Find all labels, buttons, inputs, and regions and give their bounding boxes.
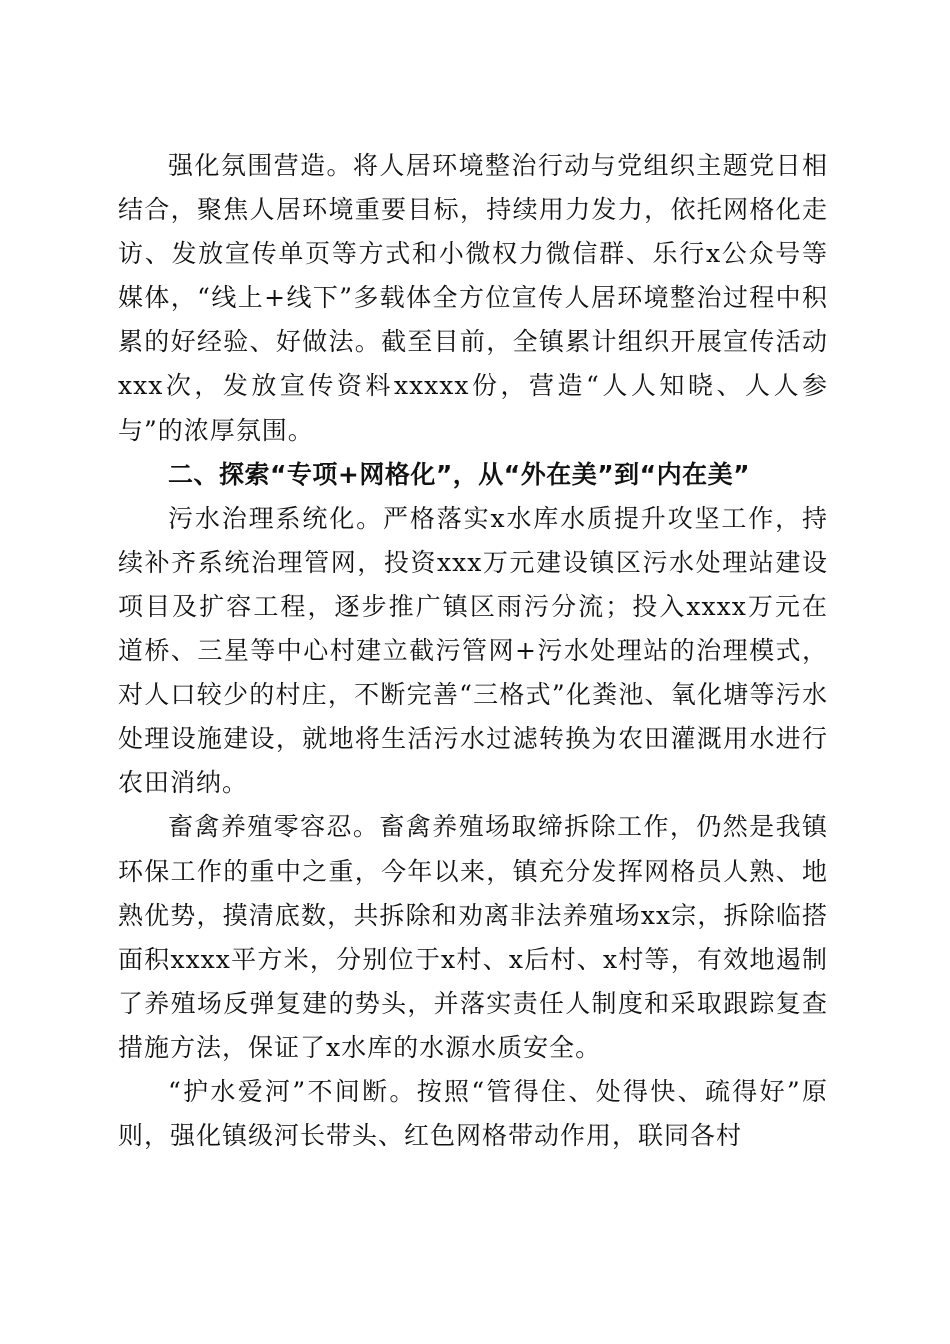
paragraph-livestock: 畜禽养殖零容忍。畜禽养殖场取缔拆除工作，仍然是我镇环保工作的重中之重，今年以来，镇充分发挥网格员人熟、地熟优势，摸清底数，共拆除和劝离非法养殖场xx宗，拆除临搭面积xxxx平方米，分别位于x村、x后村、x村等，有效地遏制了养殖场反弹复建的势头，并落实责任人制度和采取跟踪复查措施方法，保证了x水库的水源水质安全。 <box>118 812 828 1062</box>
document-page <box>118 144 828 1158</box>
section-heading-2: 二、探索“专项+网格化”，从“外在美”到“内在美” <box>168 459 751 489</box>
paragraph-sewage: 污水治理系统化。严格落实x水库水质提升攻坚工作，持续补齐系统治理管网，投资xxx万元建设镇区污水处理站建设项目及扩容工程，逐步推广镇区雨污分流；投入xxxx万元在道桥、三星等中心村建立截污管网+污水处理站的治理模式，对人口较少的村庄，不断完善“三格式”化粪池、氧化塘等污水处理设施建设，就地将生活污水过滤转换为农田灌溉用水进行农田消纳。 <box>118 503 828 798</box>
paragraph-river-protection: “护水爱河”不间断。按照“管得住、处得快、疏得好”原则，强化镇级河长带头、红色网格带动作用，联同各村 <box>118 1076 828 1151</box>
paragraph-atmosphere: 强化氛围营造。将人居环境整治行动与党组织主题党日相结合，聚焦人居环境重要目标，持续用力发力，依托网格化走访、发放宣传单页等方式和小微权力微信群、乐行x公众号等媒体，“线上+线下”多载体全方位宣传人居环境整治过程中积累的好经验、好做法。截至目前，全镇累计组织开展宣传活动xxx次，发放宣传资料xxxxx份，营造“人人知晓、人人参与”的浓厚氛围。 <box>118 151 828 445</box>
